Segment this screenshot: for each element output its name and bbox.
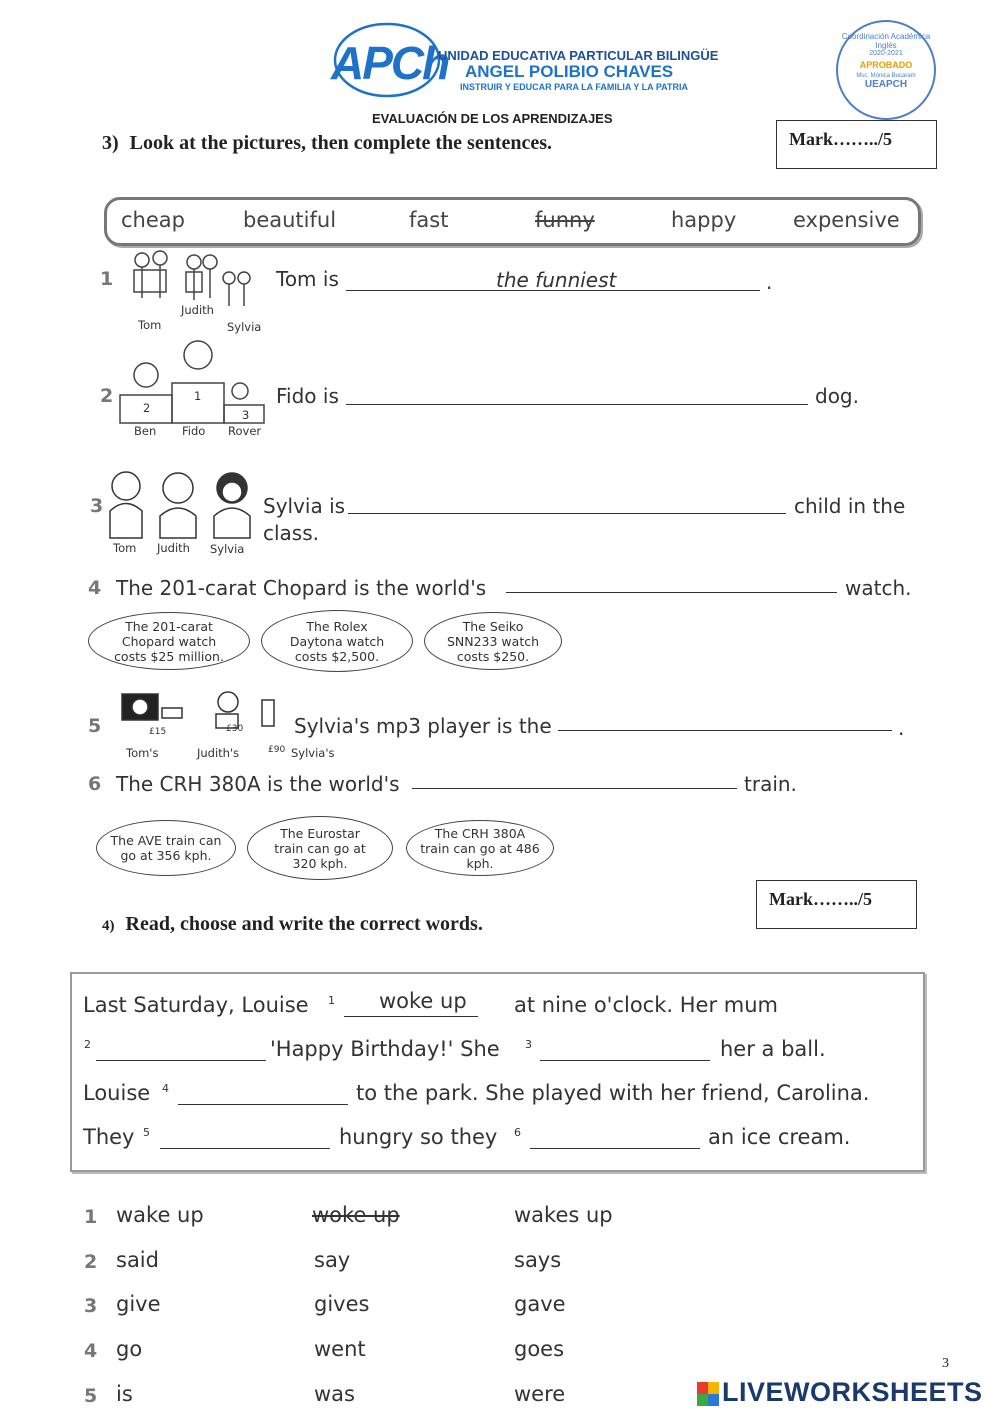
pic-label-rover: Rover xyxy=(228,424,262,438)
pic-label-ben: Ben xyxy=(134,424,157,438)
word-bank-item: fast xyxy=(409,208,449,232)
section3-mark: Mark……../5 xyxy=(789,129,892,149)
item4-text: The 201-carat Chopard is the world's xyxy=(116,576,487,600)
price-tag: £90 xyxy=(268,745,286,755)
passage-text: her a ball. xyxy=(720,1037,826,1061)
stamp-school: UEAPCH xyxy=(864,79,908,90)
option-b[interactable]: gives xyxy=(314,1292,370,1316)
option-c[interactable]: says xyxy=(514,1248,562,1272)
pic-label-tom: Tom xyxy=(113,541,137,555)
item-number: 4 xyxy=(88,577,102,599)
item1-text: Tom is xyxy=(276,267,339,291)
item2-answer-line[interactable] xyxy=(346,404,808,405)
stamp-approved: APROBADO xyxy=(859,60,913,70)
item2-text: Fido is xyxy=(276,384,339,408)
section4-heading xyxy=(102,913,483,936)
item3-answer-line[interactable] xyxy=(348,513,786,514)
stamp-line1: Coordinación Académica xyxy=(841,32,931,41)
option-a[interactable]: said xyxy=(116,1248,159,1272)
gap-number: 4 xyxy=(162,1082,169,1095)
item-number: 6 xyxy=(88,773,102,795)
word-bank-item: cheap xyxy=(121,208,185,232)
option-a[interactable]: give xyxy=(116,1292,161,1316)
word-bank-item: beautiful xyxy=(243,208,337,232)
gap-number: 2 xyxy=(84,1038,91,1051)
passage-text: at nine o'clock. Her mum xyxy=(514,993,778,1017)
pic-label-sylvia: Sylvia xyxy=(227,320,262,334)
school-logo xyxy=(325,12,449,107)
item-number: 3 xyxy=(90,495,104,517)
option-number: 4 xyxy=(84,1340,98,1362)
liveworksheets-brand[interactable]: LIVEWORKSHEETS xyxy=(722,1377,983,1407)
item4-answer-line[interactable] xyxy=(506,592,837,593)
gap6-answer-line[interactable] xyxy=(530,1148,700,1149)
word-bank-item: happy xyxy=(671,208,737,232)
section4-mark-box[interactable] xyxy=(756,880,917,929)
item3-end-line2: class. xyxy=(263,521,320,545)
podium-place: 1 xyxy=(194,389,202,403)
option-number: 3 xyxy=(84,1295,98,1317)
passage-text: Last Saturday, Louise xyxy=(83,993,309,1017)
school-name-line2: ANGEL POLIBIO CHAVES xyxy=(465,62,674,81)
school-name-line1: UNIDAD EDUCATIVA PARTICULAR BILINGÜE xyxy=(438,48,719,63)
option-b[interactable]: went xyxy=(314,1337,366,1361)
gap-number: 6 xyxy=(514,1126,521,1139)
section3-mark-box[interactable] xyxy=(776,120,937,169)
word-bank-item-used: funny xyxy=(535,208,595,232)
pic-label-toms: Tom's xyxy=(126,746,159,760)
option-number: 2 xyxy=(84,1251,98,1273)
section4-number: 4) xyxy=(102,918,115,934)
word-bank xyxy=(104,197,921,246)
gap2-answer-line[interactable] xyxy=(96,1060,266,1061)
stamp-signer: Msc. Mónica Bucaram xyxy=(856,73,916,79)
gap-number: 1 xyxy=(328,994,335,1007)
word-bank-item: expensive xyxy=(793,208,900,232)
pic-label-sylvia: Sylvia xyxy=(210,542,245,556)
item5-text: Sylvia's mp3 player is the xyxy=(294,714,552,738)
dogs-podium-illustration xyxy=(114,335,274,425)
approval-stamp xyxy=(836,20,936,120)
item-number: 2 xyxy=(100,385,114,407)
liveworksheets-logo-icon xyxy=(697,1382,719,1406)
option-c[interactable]: gave xyxy=(514,1292,566,1316)
stamp-line3: 2020-2021 xyxy=(869,50,903,57)
option-c[interactable]: wakes up xyxy=(514,1203,613,1227)
option-number: 5 xyxy=(84,1385,98,1407)
passage-text: hungry so they xyxy=(339,1125,498,1149)
gap3-answer-line[interactable] xyxy=(540,1060,710,1061)
speech-bubble: The AVE train can go at 356 kph. xyxy=(96,820,236,876)
speech-bubble: The CRH 380A train can go at 486 kph. xyxy=(406,820,554,876)
item-number: 1 xyxy=(100,268,114,290)
reading-passage-box xyxy=(70,972,925,1172)
item6-answer-line[interactable] xyxy=(412,788,737,789)
gap1-answer-line[interactable] xyxy=(344,1016,478,1017)
option-a[interactable]: wake up xyxy=(116,1203,204,1227)
speech-bubble: The Rolex Daytona watch costs $2,500. xyxy=(261,610,413,672)
speech-bubble: The Eurostar train can go at 320 kph. xyxy=(247,816,393,880)
option-a[interactable]: go xyxy=(116,1337,143,1361)
section3-number: 3) xyxy=(102,132,119,154)
gap4-answer-line[interactable] xyxy=(178,1104,348,1105)
stamp-line2: Inglés xyxy=(875,41,897,50)
speech-bubble: The 201-carat Chopard watch costs $25 million. xyxy=(88,612,250,670)
option-number: 1 xyxy=(84,1206,98,1228)
section3-heading xyxy=(102,132,552,155)
passage-text: They xyxy=(83,1125,135,1149)
item2-end: dog. xyxy=(815,384,859,408)
mp3-players-illustration xyxy=(108,690,308,745)
item5-answer-line[interactable] xyxy=(558,730,892,731)
children-faces-illustration xyxy=(104,466,264,541)
item5-end: . xyxy=(898,716,905,740)
item4-end: watch. xyxy=(845,576,912,600)
option-a[interactable]: is xyxy=(116,1382,133,1406)
option-b-used[interactable]: woke up xyxy=(312,1203,400,1227)
item3-text: Sylvia is xyxy=(263,494,346,518)
page-number: 3 xyxy=(942,1356,949,1371)
item3-end: child in the xyxy=(794,494,906,518)
pic-label-fido: Fido xyxy=(182,424,206,438)
speech-bubble: The Seiko SNN233 watch costs $250. xyxy=(424,612,562,670)
item6-end: train. xyxy=(744,772,797,796)
option-b[interactable]: was xyxy=(314,1382,355,1406)
section4-instruction: Read, choose and write the correct words. xyxy=(125,913,483,935)
pic-label-judith: Judith xyxy=(181,303,214,317)
pic-label-judith: Judith xyxy=(157,541,190,555)
podium-place: 3 xyxy=(242,408,250,422)
pic-label-tom: Tom xyxy=(138,318,162,332)
item6-text: The CRH 380A is the world's xyxy=(116,772,400,796)
item1-end: . xyxy=(766,270,773,294)
option-c[interactable]: goes xyxy=(514,1337,565,1361)
pic-label-sylvias: Sylvia's xyxy=(291,746,335,760)
price-tag: £30 xyxy=(226,724,244,734)
item-number: 5 xyxy=(88,715,102,737)
passage-text: an ice cream. xyxy=(708,1125,851,1149)
option-c[interactable]: were xyxy=(514,1382,566,1406)
section3-instruction: Look at the pictures, then complete the sentences. xyxy=(129,132,553,154)
passage-text: 'Happy Birthday!' She xyxy=(270,1037,500,1061)
item1-answer[interactable]: the funniest xyxy=(496,268,617,292)
price-tag: £15 xyxy=(149,727,167,737)
logo-text: APCh xyxy=(331,37,449,89)
pic-label-judiths: Judith's xyxy=(197,746,240,760)
option-b[interactable]: say xyxy=(314,1248,351,1272)
gap-number: 3 xyxy=(525,1038,532,1051)
gap-number: 5 xyxy=(143,1126,150,1139)
gap1-answer[interactable]: woke up xyxy=(379,989,467,1013)
gap5-answer-line[interactable] xyxy=(160,1148,330,1149)
evaluation-title: EVALUACIÓN DE LOS APRENDIZAJES xyxy=(372,111,613,126)
section4-mark: Mark……../5 xyxy=(769,889,872,909)
passage-text: to the park. She played with her friend, Carolina. xyxy=(356,1081,870,1105)
school-motto: INSTRUIR Y EDUCAR PARA LA FAMILIA Y LA PATRIA xyxy=(460,82,689,92)
passage-text: Louise xyxy=(83,1081,151,1105)
podium-place: 2 xyxy=(143,401,151,415)
